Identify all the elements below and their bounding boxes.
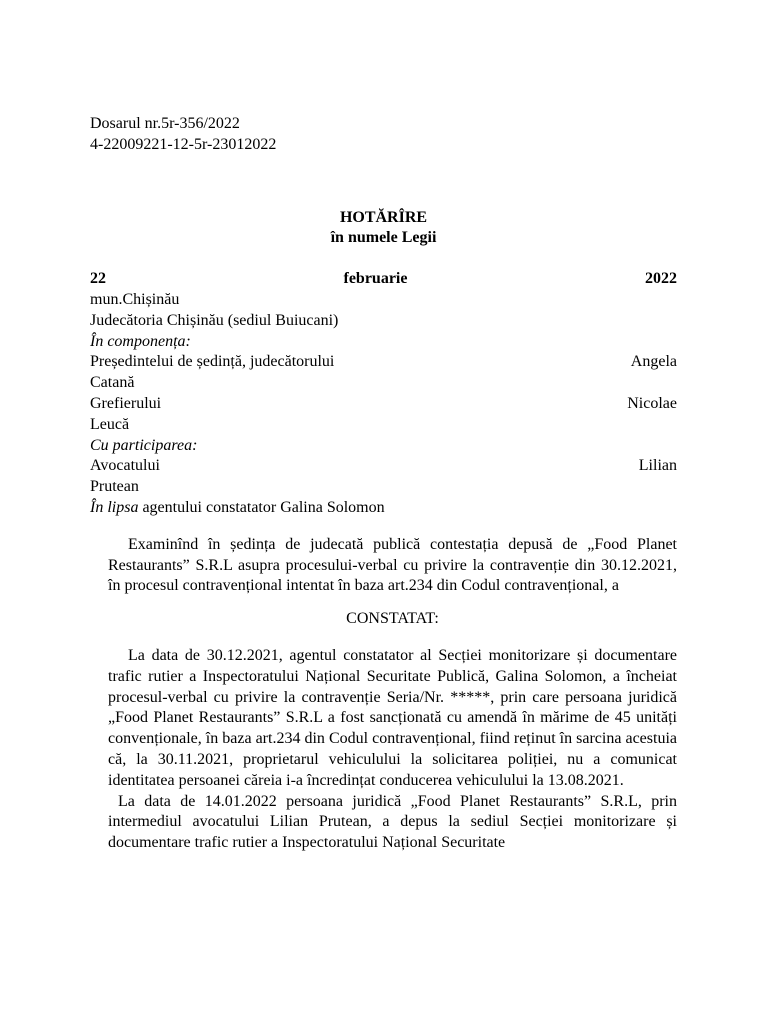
date-month: februarie	[343, 270, 408, 288]
absence-italic: În lipsa	[90, 498, 139, 516]
participation-heading: Cu participarea:	[90, 436, 198, 454]
document-subtitle: în numele Legii	[330, 229, 437, 247]
lawyer-label: Avocatului	[90, 457, 160, 475]
body-paragraph-2: La data de 14.01.2022 persoana juridică „Food Planet Restaurants” S.R.L, prin intermediul avocatului Lilian Prutean, a depus la sediul Secției monitorizare și documentare trafic rutier a Inspectoratului Național Securitate	[108, 792, 677, 852]
case-code: 4-22009221-12-5r-23012022	[90, 135, 277, 153]
clerk-last-name: Leucă	[90, 415, 130, 433]
case-number: Dosarul nr.5r-356/2022	[90, 115, 240, 132]
lawyer-first-name: Lilian	[638, 457, 677, 475]
president-first-name: Angela	[630, 353, 677, 371]
city: mun.Chișinău	[90, 290, 180, 308]
president-last-name: Catană	[90, 374, 135, 392]
decision-date	[90, 269, 677, 290]
absence-line	[90, 498, 677, 519]
court-name: Judecătoria Chișinău (sediul Buiucani)	[90, 311, 339, 329]
date-day: 22	[90, 270, 106, 288]
clerk-first-name: Nicolae	[627, 394, 677, 412]
lawyer-row	[90, 456, 677, 477]
clerk-row	[90, 394, 677, 415]
document-page	[90, 114, 677, 854]
absence-rest: agentului constatator Galina Solomon	[138, 498, 385, 516]
president-row	[90, 352, 677, 373]
lawyer-last-name: Prutean	[90, 478, 139, 496]
intro-paragraph: Examinînd în ședința de judecată publică contestația depusă de „Food Planet Restaurants” S.R.L asupra procesului-verbal cu privire la contravenție din 30.12.2021, în procesul contravențional intentat în baza art.234 din Codul contravențional, a	[108, 535, 677, 595]
document-title: HOTĂRÎRE	[339, 208, 428, 226]
composition-heading: În componența:	[90, 332, 191, 350]
president-label: Președintelui de ședință, judecătorului	[90, 353, 335, 371]
body-paragraph-1: La data de 30.12.2021, agentul constatator al Secției monitorizare și documentare trafic rutier a Inspectoratului Național Securitate Publică, Galina Solomon, a încheiat procesul-verbal cu privire la contravenție Seria/Nr. *****, prin care persoana juridică „Food Planet Restaurants” S.R.L a fost sancționată cu amendă în mărime de 45 unități convenționale, în baza art.234 din Codul contravențional, fiind reținut în sarcina acestuia că, la 30.11.2021, proprietarul vehiculului la solicitarea poliției, nu a comunicat identitatea persoanei căreia i-a încredințat conducerea vehiculului la 13.08.2021.	[108, 646, 677, 789]
clerk-label: Grefierului	[90, 394, 162, 412]
date-year: 2022	[644, 270, 677, 288]
constatat-heading: CONSTATAT:	[346, 610, 439, 628]
